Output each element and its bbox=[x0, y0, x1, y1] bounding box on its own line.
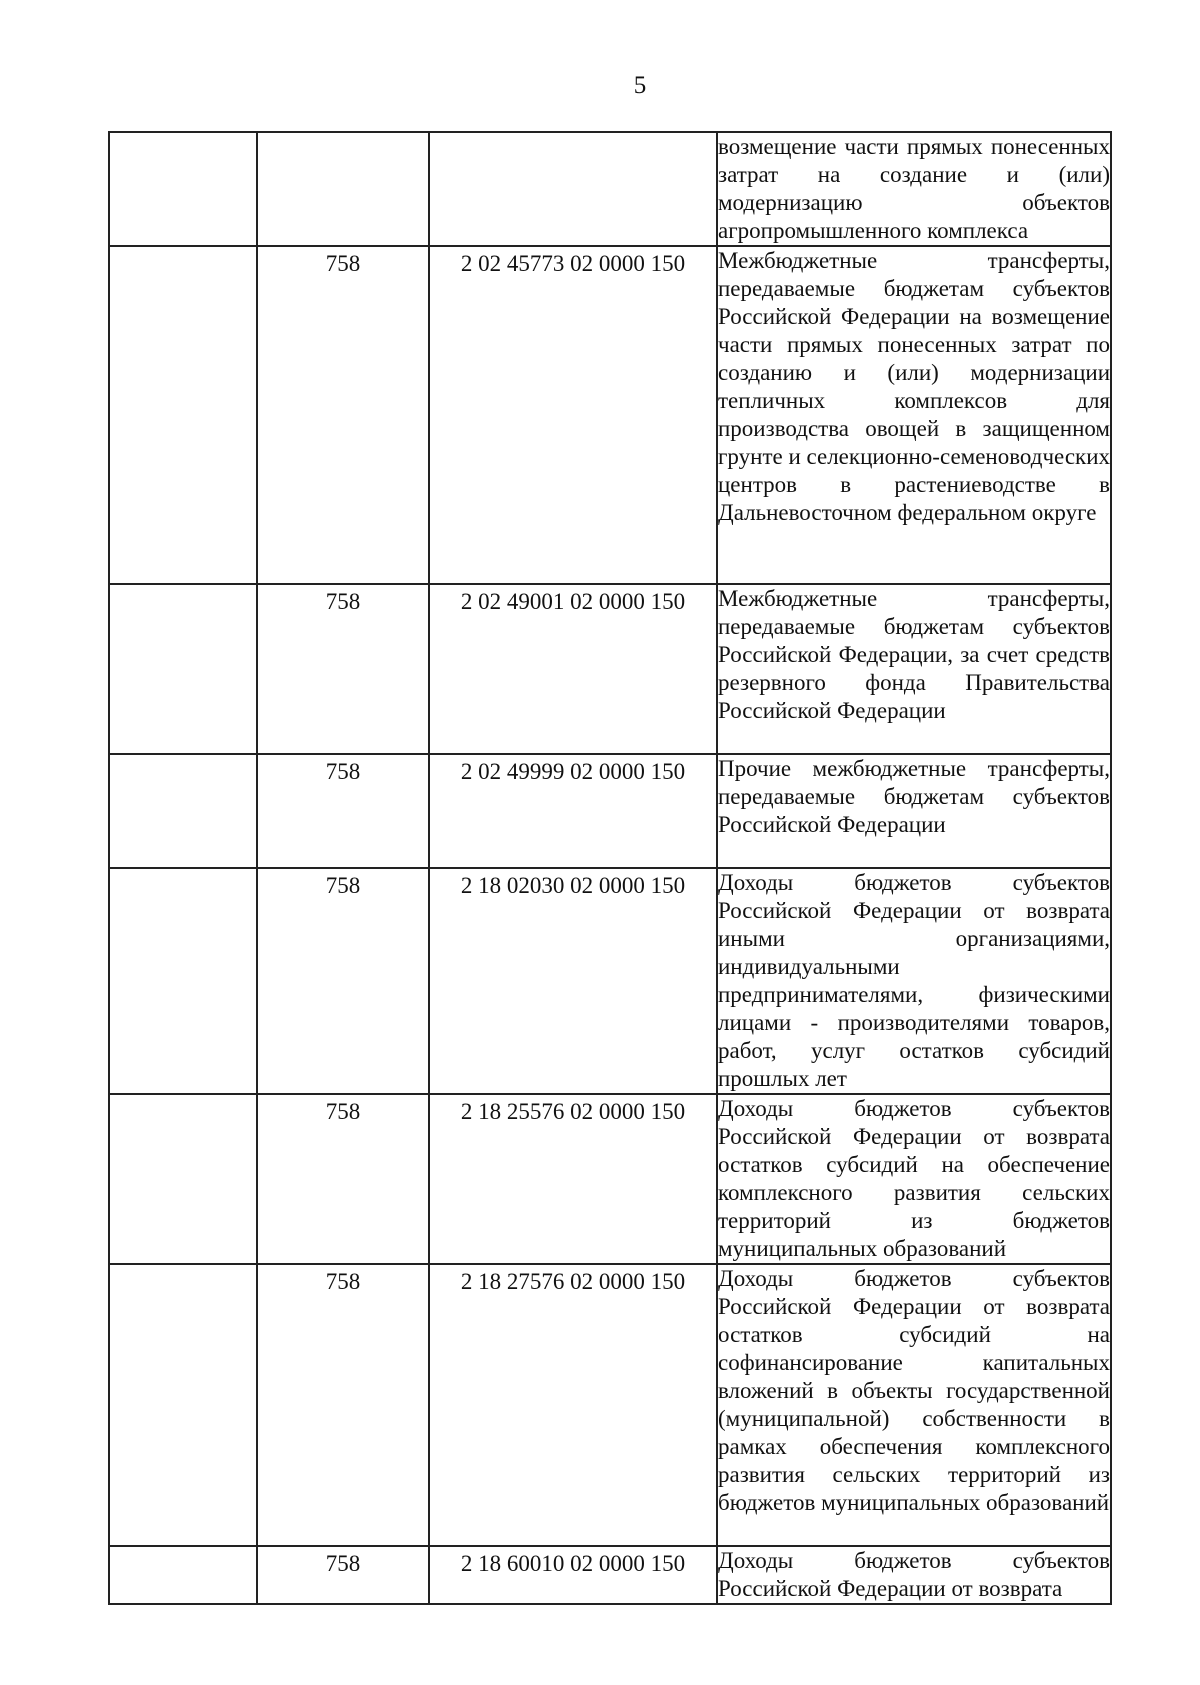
revenue-name-cell: Доходы бюджетов субъектов Российской Федерации от возврата иными организациями, индивидуальными предпринимателями, физическими лицами - производителями товаров, работ, услуг остатков субсидий прошлых лет bbox=[717, 868, 1111, 1094]
empty-cell bbox=[109, 754, 257, 868]
empty-cell bbox=[109, 868, 257, 1094]
table-row bbox=[109, 246, 1111, 584]
revenue-code-cell: 2 02 49001 02 0000 150 bbox=[429, 584, 717, 754]
table-row bbox=[109, 132, 1111, 246]
admin-code-cell: 758 bbox=[257, 584, 429, 754]
revenue-code-cell: 2 02 49999 02 0000 150 bbox=[429, 754, 717, 868]
revenue-name-cell: Прочие межбюджетные трансферты, передаваемые бюджетам субъектов Российской Федерации bbox=[717, 754, 1111, 868]
admin-code-cell: 758 bbox=[257, 1546, 429, 1604]
revenue-code-cell bbox=[429, 132, 717, 246]
revenue-codes-table bbox=[108, 131, 1112, 1605]
empty-cell bbox=[109, 1546, 257, 1604]
admin-code-cell: 758 bbox=[257, 868, 429, 1094]
admin-code-cell: 758 bbox=[257, 754, 429, 868]
table-row bbox=[109, 1094, 1111, 1264]
revenue-name-cell: возмещение части прямых понесенных затрат на создание и (или) модернизацию объектов агропромышленного комплекса bbox=[717, 132, 1111, 246]
empty-cell bbox=[109, 584, 257, 754]
admin-code-cell bbox=[257, 132, 429, 246]
revenue-name-cell: Межбюджетные трансферты, передаваемые бюджетам субъектов Российской Федерации, за счет средств резервного фонда Правительства Российской Федерации bbox=[717, 584, 1111, 754]
table-row bbox=[109, 584, 1111, 754]
revenue-name-cell: Межбюджетные трансферты, передаваемые бюджетам субъектов Российской Федерации на возмещение части прямых понесенных затрат по созданию и (или) модернизации тепличных комплексов для производства овощей в защищенном грунте и селекционно-семеноводческих центров в растениеводстве в Дальневосточном федеральном округе bbox=[717, 246, 1111, 584]
revenue-code-cell: 2 18 25576 02 0000 150 bbox=[429, 1094, 717, 1264]
revenue-code-cell: 2 02 45773 02 0000 150 bbox=[429, 246, 717, 584]
table-row bbox=[109, 868, 1111, 1094]
empty-cell bbox=[109, 132, 257, 246]
table-row bbox=[109, 1546, 1111, 1604]
page-number: 5 bbox=[633, 72, 647, 99]
revenue-code-cell: 2 18 27576 02 0000 150 bbox=[429, 1264, 717, 1546]
revenue-name-cell: Доходы бюджетов субъектов Российской Федерации от возврата остатков субсидий на софинансирование капитальных вложений в объекты государственной (муниципальной) собственности в рамках обеспечения комплексного развития сельских территорий из бюджетов муниципальных образований bbox=[717, 1264, 1111, 1546]
table-row bbox=[109, 1264, 1111, 1546]
revenue-name-cell: Доходы бюджетов субъектов Российской Федерации от возврата bbox=[717, 1546, 1111, 1604]
admin-code-cell: 758 bbox=[257, 1094, 429, 1264]
empty-cell bbox=[109, 1094, 257, 1264]
revenue-code-cell: 2 18 60010 02 0000 150 bbox=[429, 1546, 717, 1604]
revenue-name-cell: Доходы бюджетов субъектов Российской Федерации от возврата остатков субсидий на обеспечение комплексного развития сельских территорий из бюджетов муниципальных образований bbox=[717, 1094, 1111, 1264]
empty-cell bbox=[109, 1264, 257, 1546]
revenue-code-cell: 2 18 02030 02 0000 150 bbox=[429, 868, 717, 1094]
admin-code-cell: 758 bbox=[257, 1264, 429, 1546]
table-row bbox=[109, 754, 1111, 868]
admin-code-cell: 758 bbox=[257, 246, 429, 584]
empty-cell bbox=[109, 246, 257, 584]
